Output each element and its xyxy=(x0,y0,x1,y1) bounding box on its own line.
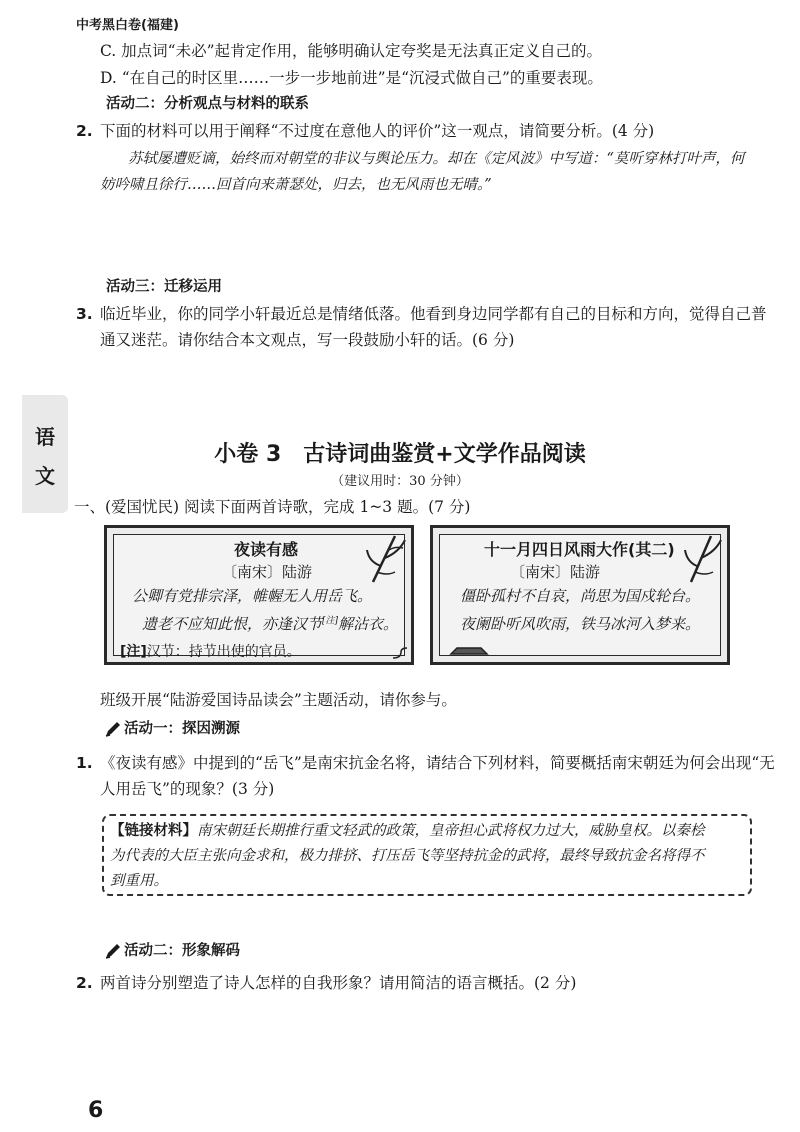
poem2-title: 十一月四日风雨大作(其二) xyxy=(484,540,675,559)
poem1-annotation xyxy=(120,641,301,661)
activity3-heading: 活动三：迁移运用 xyxy=(106,279,222,295)
option-d: D. “在自己的时区里……一步一步地前进”是“沉浸式做自己”的重要表现。 xyxy=(100,69,603,87)
poem1-line2-end: 解沾衣。 xyxy=(338,615,399,633)
q2b-number: 2. xyxy=(76,974,93,992)
link-material-line2: 为代表的大臣主张向金求和，极力排挤、打压岳飞等坚持抗金的武将，最终导致抗金名将得不 xyxy=(110,848,705,864)
pen-icon xyxy=(104,720,122,738)
side-tab-char-1: 语 xyxy=(35,425,55,449)
annotation-text: 汉节：持节出使的官员。 xyxy=(146,644,301,660)
activity-b-heading: 活动二：形象解码 xyxy=(124,943,240,959)
q3-number: 3. xyxy=(76,305,93,323)
link-material-line3: 到重用。 xyxy=(110,873,168,889)
poem1-line2-text: 遗老不应知此恨，亦逢汉节 xyxy=(142,615,323,633)
poem1-note-mark: [注] xyxy=(322,616,339,626)
series-header: 中考黑白卷(福建) xyxy=(76,18,179,33)
pen-icon xyxy=(104,942,122,960)
q2-text: 下面的材料可以用于阐释“不过度在意他人的评价”这一观点，请简要分析。(4 分) xyxy=(100,122,655,140)
bamboo-decoration-icon xyxy=(365,532,407,586)
option-c: C. 加点词“未必”起肯定作用，能够明确认定夸奖是无法真正定义自己的。 xyxy=(100,42,603,60)
poem1-line1: 公卿有党排宗泽，帷幄无人用岳飞。 xyxy=(132,587,373,605)
annotation-label: [注] xyxy=(120,644,147,660)
poem1-line2 xyxy=(142,613,398,634)
q1-line2: 人用岳飞”的现象？(3 分) xyxy=(100,780,275,798)
q2-material-line1: 苏轼屡遭贬谪，始终而对朝堂的非议与舆论压力。却在《定风波》中写道：“莫听穿林打叶声，何 xyxy=(128,151,745,167)
page-number: 6 xyxy=(88,1098,104,1123)
q1-number: 1. xyxy=(76,754,93,772)
section-title: 小卷 3 古诗词曲鉴赏+文学作品阅读 xyxy=(214,442,586,467)
activity-a-heading: 活动一：探因溯源 xyxy=(124,721,240,737)
activity-intro: 班级开展“陆游爱国诗品读会”主题活动，请你参与。 xyxy=(100,691,457,709)
poem1-card xyxy=(104,525,414,665)
q3-line2: 通又迷茫。请你结合本文观点，写一段鼓励小轩的话。(6 分) xyxy=(100,331,515,349)
poem1-title: 夜读有感 xyxy=(234,540,299,559)
poem2-author: 〔南宋〕陆游 xyxy=(510,563,601,581)
section-subtitle: （建议用时：30 分钟） xyxy=(331,474,469,489)
link-material-label: 【链接材料】 xyxy=(110,823,197,839)
q2-material-line2: 妨吟啸且徐行……回首向来萧瑟处，归去，也无风雨也无晴。” xyxy=(100,177,492,193)
poem2-card xyxy=(430,525,730,665)
link-material-line1 xyxy=(110,820,705,842)
q2b-text: 两首诗分别塑造了诗人怎样的自我形象？请用简洁的语言概括。(2 分) xyxy=(100,974,577,992)
poem2-line1: 僵卧孤村不自哀，尚思为国戍轮台。 xyxy=(460,587,701,605)
poem1-author: 〔南宋〕陆游 xyxy=(222,563,313,581)
corner-scroll-icon xyxy=(391,646,409,660)
bamboo-decoration-icon xyxy=(683,532,723,586)
boat-decoration-icon xyxy=(449,644,489,658)
side-tab-char-2: 文 xyxy=(35,464,55,488)
activity2-heading: 活动二：分析观点与材料的联系 xyxy=(106,96,309,112)
q2-number: 2. xyxy=(76,122,93,140)
part1-instruction: 一、(爱国忧民) 阅读下面两首诗歌，完成 1~3 题。(7 分) xyxy=(74,498,471,516)
link-material-text1: 南宋朝廷长期推行重文轻武的政策，皇帝担心武将权力过大，威胁皇权。以秦桧 xyxy=(197,823,705,839)
q1-line1: 《夜读有感》中提到的“岳飞”是南宋抗金名将，请结合下列材料，简要概括南宋朝廷为何会出现“无 xyxy=(100,754,775,772)
poem2-line2: 夜阑卧听风吹雨，铁马冰河入梦来。 xyxy=(460,615,701,633)
q3-line1: 临近毕业，你的同学小轩最近总是情绪低落。他看到身边同学都有自己的目标和方向，觉得自己普 xyxy=(100,305,767,323)
